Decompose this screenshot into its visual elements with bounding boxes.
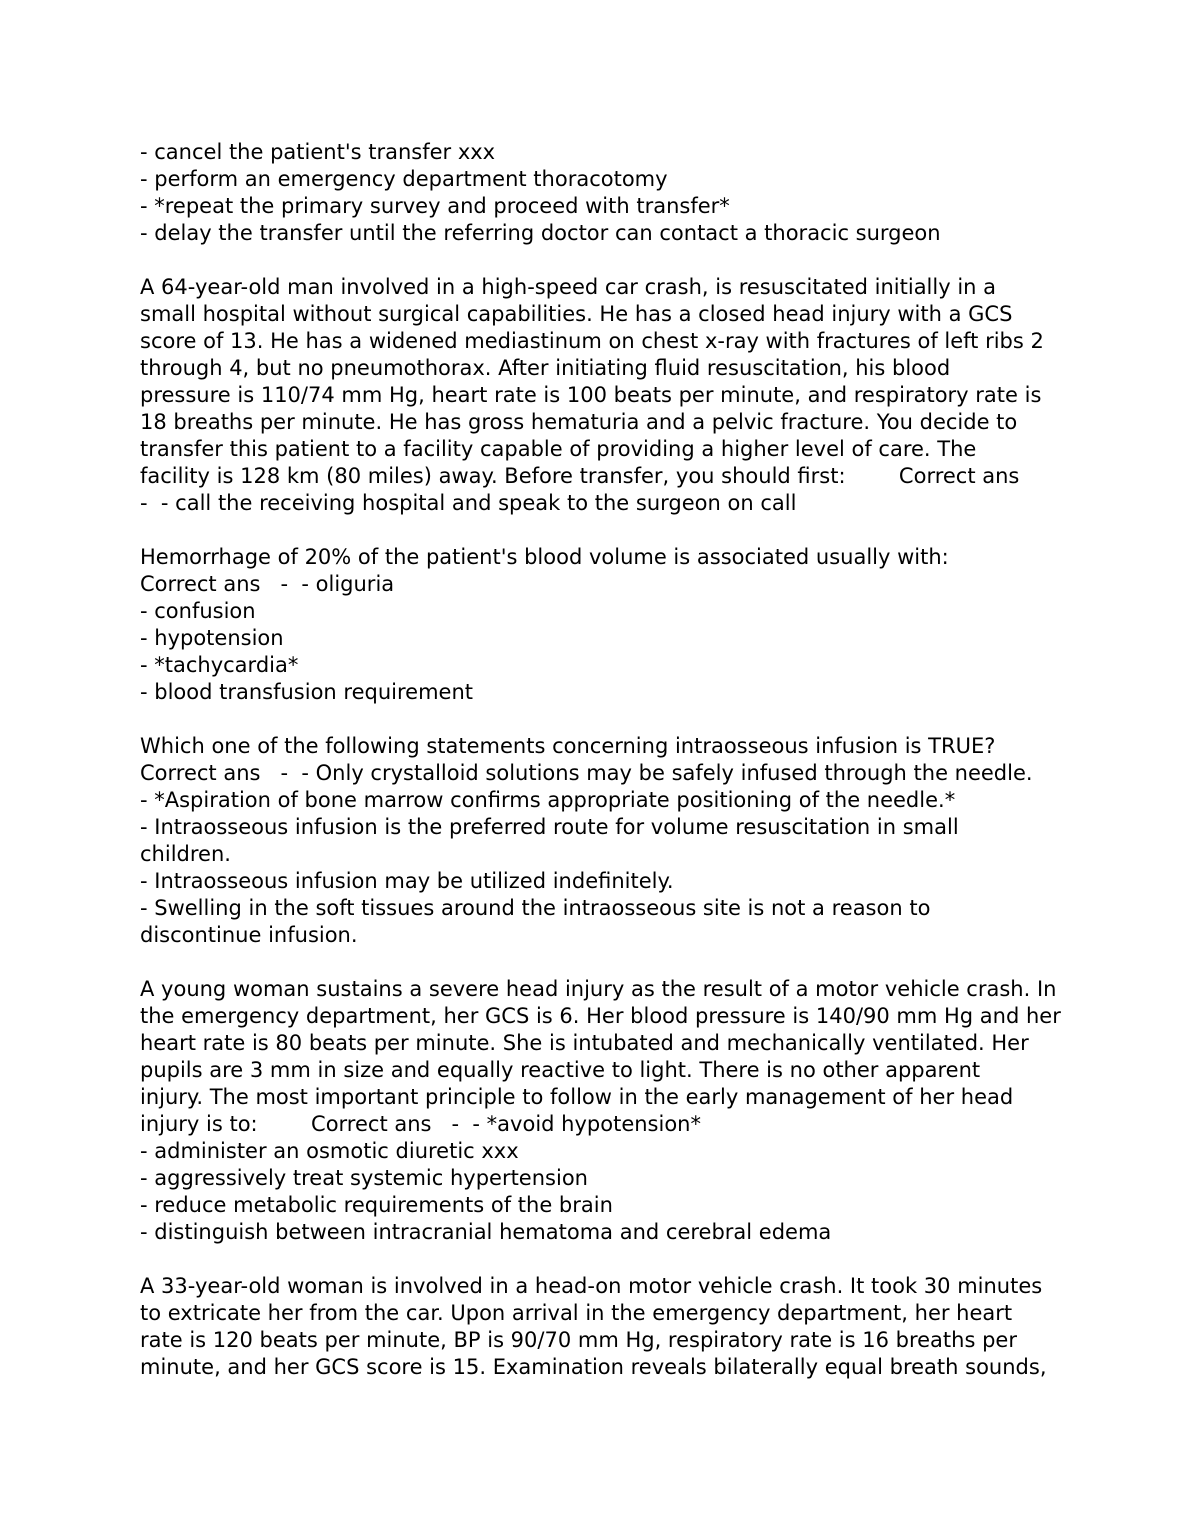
question-line: Which one of the following statements concerning intraosseous infusion is TRUE? <box>140 734 996 758</box>
question-line: the emergency department, her GCS is 6. Her blood pressure is 140/90 mm Hg and her <box>140 1004 1061 1028</box>
question-line: small hospital without surgical capabilities. He has a closed head injury with a GCS <box>140 302 1013 326</box>
answer-option: - aggressively treat systemic hypertension <box>140 1166 588 1190</box>
answer-option: - - call the receiving hospital and speak to the surgeon on call <box>140 491 797 515</box>
answer-option: Correct ans - - oliguria <box>140 572 395 596</box>
answer-option: - *repeat the primary survey and proceed with transfer* <box>140 194 730 218</box>
answer-option: - confusion <box>140 599 256 623</box>
question-line: to extricate her from the car. Upon arrival in the emergency department, her heart <box>140 1301 1013 1325</box>
answer-option: - cancel the patient's transfer xxx <box>140 140 496 164</box>
question-line: A young woman sustains a severe head injury as the result of a motor vehicle crash. In <box>140 977 1057 1001</box>
question-line: through 4, but no pneumothorax. After initiating fluid resuscitation, his blood <box>140 356 951 380</box>
question-line: injury. The most important principle to follow in the early management of her head <box>140 1085 1014 1109</box>
answer-option: - distinguish between intracranial hematoma and cerebral edema <box>140 1220 832 1244</box>
answer-option: - Intraosseous infusion is the preferred route for volume resuscitation in small <box>140 815 959 839</box>
question-block-head-injury <box>140 976 1060 1246</box>
answer-option: - Swelling in the soft tissues around the intraosseous site is not a reason to <box>140 896 931 920</box>
answer-option: - reduce metabolic requirements of the brain <box>140 1193 613 1217</box>
answer-option: - delay the transfer until the referring doctor can contact a thoracic surgeon <box>140 221 941 245</box>
answer-option: - blood transfusion requirement <box>140 680 473 704</box>
question-line: A 33-year-old woman is involved in a head-on motor vehicle crash. It took 30 minutes <box>140 1274 1043 1298</box>
answer-option: children. <box>140 842 231 866</box>
question-line: rate is 120 beats per minute, BP is 90/70 mm Hg, respiratory rate is 16 breaths per <box>140 1328 1017 1352</box>
question-block-head-on-crash <box>140 1273 1060 1381</box>
question-line: A 64-year-old man involved in a high-speed car crash, is resuscitated initially in a <box>140 275 997 299</box>
answer-option: - Intraosseous infusion may be utilized indefinitely. <box>140 869 674 893</box>
answer-options-block <box>140 139 1060 247</box>
question-block-hemorrhage <box>140 544 1060 706</box>
document-page <box>140 139 1060 1408</box>
question-block-transfer <box>140 274 1060 517</box>
answer-option: - *tachycardia* <box>140 653 299 677</box>
question-line: transfer this patient to a facility capable of providing a higher level of care. The <box>140 437 977 461</box>
question-line: score of 13. He has a widened mediastinum on chest x-ray with fractures of left ribs 2 <box>140 329 1044 353</box>
answer-option: - *Aspiration of bone marrow confirms appropriate positioning of the needle.* <box>140 788 956 812</box>
question-line: injury is to: Correct ans - - *avoid hypotension* <box>140 1112 701 1136</box>
question-line: heart rate is 80 beats per minute. She is intubated and mechanically ventilated. Her <box>140 1031 1029 1055</box>
answer-option: discontinue infusion. <box>140 923 358 947</box>
question-line: 18 breaths per minute. He has gross hematuria and a pelvic fracture. You decide to <box>140 410 1018 434</box>
question-line: Hemorrhage of 20% of the patient's blood volume is associated usually with: <box>140 545 949 569</box>
answer-option: Correct ans - - Only crystalloid solutions may be safely infused through the needle. <box>140 761 1033 785</box>
answer-option: - perform an emergency department thoracotomy <box>140 167 668 191</box>
question-line: pressure is 110/74 mm Hg, heart rate is 100 beats per minute, and respiratory rate is <box>140 383 1042 407</box>
question-block-intraosseous <box>140 733 1060 949</box>
answer-option: - hypotension <box>140 626 284 650</box>
question-line: facility is 128 km (80 miles) away. Before transfer, you should first: Correct ans <box>140 464 1020 488</box>
question-line: pupils are 3 mm in size and equally reactive to light. There is no other apparent <box>140 1058 981 1082</box>
answer-option: - administer an osmotic diuretic xxx <box>140 1139 519 1163</box>
question-line: minute, and her GCS score is 15. Examination reveals bilaterally equal breath sounds, <box>140 1355 1047 1379</box>
